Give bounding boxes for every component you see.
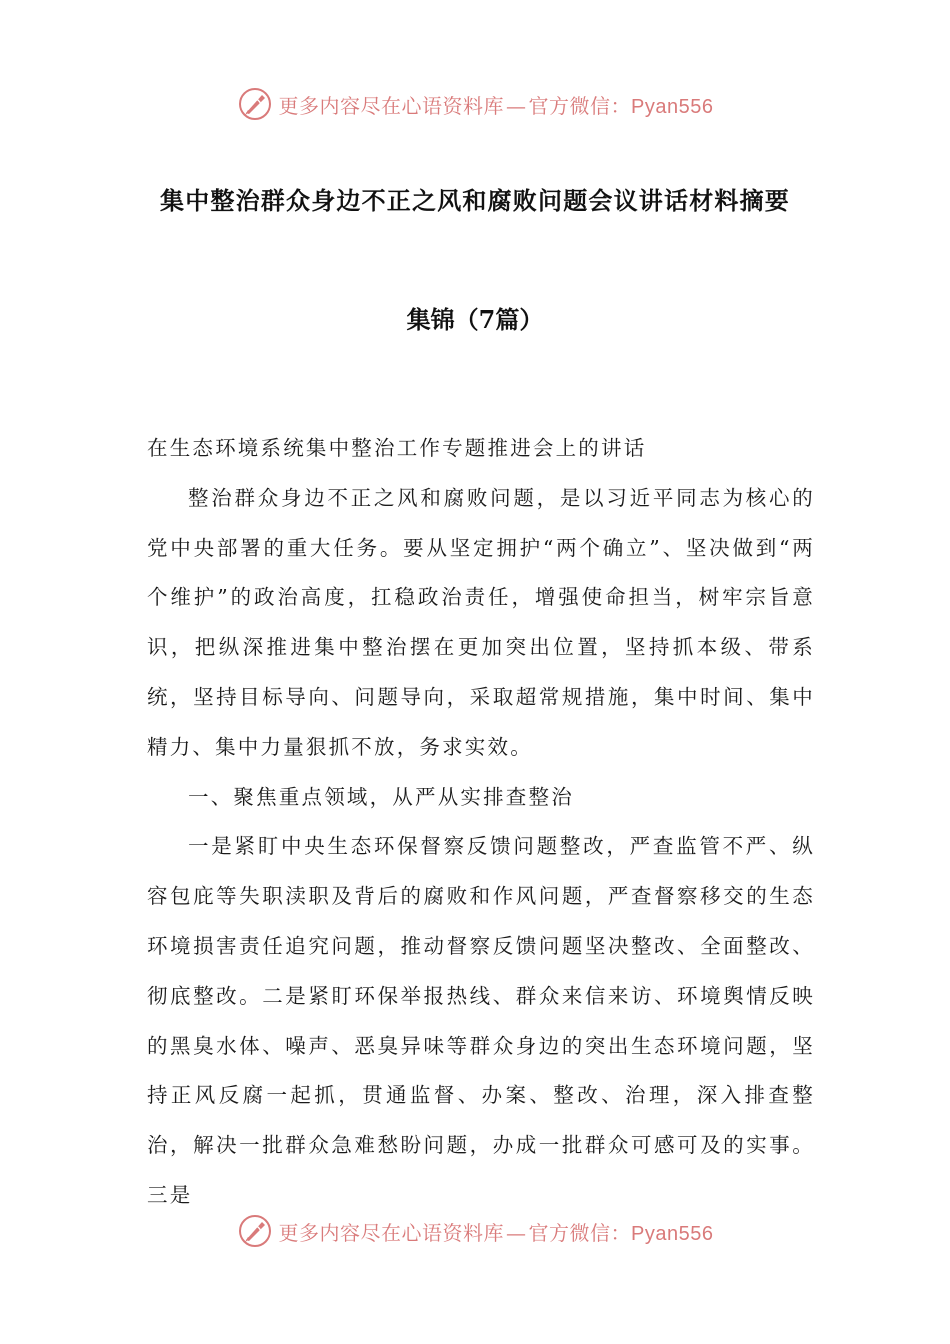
watermark-separator: —: [506, 93, 527, 118]
watermark-library-name: 更多内容尽在心语资料库: [278, 1220, 505, 1245]
watermark-text: [279, 1217, 714, 1246]
watermark-wechat-label: 官方微信：: [528, 1220, 632, 1245]
watermark-wechat-label: 官方微信：: [528, 93, 632, 118]
paragraph: 一是紧盯中央生态环保督察反馈问题整改，严查监管不严、纵容包庇等失职渎职及背后的腐败和作风问题，严查督察移交的生态环境损害责任追究问题，推动督察反馈问题坚决整改、全面整改、彻底整改。二是紧盯环保举报热线、群众来信来访、环境舆情反映的黑臭水体、噪声、恶臭异味等群众身边的突出生态环境问题，坚持正风反腐一起抓，贯通监督、办案、整改、治理，深入排查整治，解决一批群众急难愁盼问题，办成一批群众可感可及的实事。三是: [147, 834, 815, 1207]
quill-pen-logo-icon: [237, 1213, 273, 1249]
document-title-line-1: 集中整治群众身边不正之风和腐败问题会议讲话材料摘要: [160, 186, 790, 215]
section-title: 在生态环境系统集中整治工作专题推进会上的讲话: [147, 436, 647, 460]
document-body: [147, 424, 815, 1221]
watermark-library-name: 更多内容尽在心语资料库: [278, 93, 505, 118]
heading-1: 一、聚焦重点领域，从严从实排查整治: [188, 784, 574, 809]
watermark-header: [0, 84, 950, 124]
watermark-wechat-id: Pyan556: [631, 95, 714, 118]
document-title-line-2: 集锦（7篇）: [406, 305, 544, 334]
watermark-text: [279, 90, 714, 119]
watermark-footer: [0, 1211, 950, 1251]
watermark-wechat-id: Pyan556: [631, 1222, 714, 1245]
quill-pen-logo-icon: [237, 86, 273, 122]
paragraph: 整治群众身边不正之风和腐败问题，是以习近平同志为核心的党中央部署的重大任务。要从坚定拥护“两个确立”、坚决做到“两个维护”的政治高度，扛稳政治责任，增强使命担当，树牢宗旨意识，把纵深推进集中整治摆在更加突出位置，坚持抓本级、带系统，坚持目标导向、问题导向，采取超常规措施，集中时间、集中精力、集中力量狠抓不放，务求实效。: [147, 485, 815, 759]
watermark-separator: —: [506, 1220, 527, 1245]
